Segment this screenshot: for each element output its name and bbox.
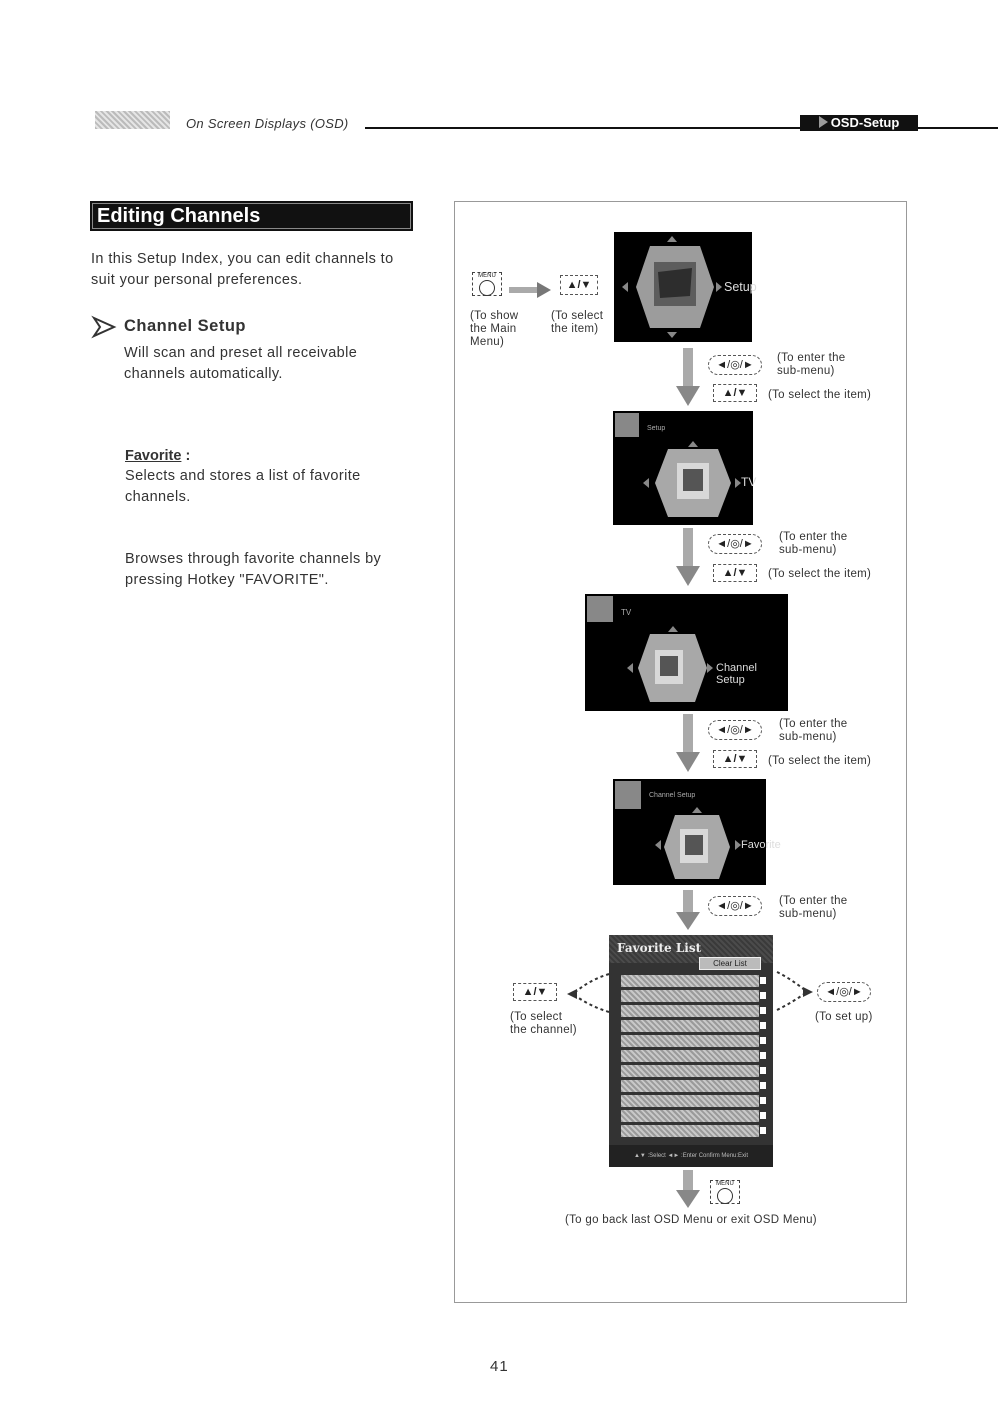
down-arrow-icon (676, 714, 700, 774)
left-right-button-icon: ◄/◎/► (708, 534, 762, 554)
menu-button-icon (710, 1180, 740, 1204)
intro-line-2: suit your personal preferences. (91, 272, 303, 288)
list-item[interactable] (621, 1020, 759, 1032)
channel-setup-description (124, 343, 357, 385)
caption-enter-submenu-2: (To enter the sub-menu) (779, 531, 848, 556)
checkbox[interactable] (759, 1066, 767, 1075)
header-title: On Screen Displays (OSD) (186, 116, 349, 131)
checkbox[interactable] (759, 1081, 767, 1090)
left-right-button-icon: ◄/◎/► (708, 720, 762, 740)
caption-go-back: (To go back last OSD Menu or exit OSD Menu) (565, 1214, 817, 1226)
screen-corner-label: Channel Setup (649, 792, 696, 799)
browse-line-2: pressing Hotkey "FAVORITE". (125, 572, 329, 588)
checkbox[interactable] (759, 1051, 767, 1060)
caption-set-up: (To set up) (815, 1011, 873, 1023)
checkbox[interactable] (759, 1111, 767, 1120)
triangle-icon (819, 116, 828, 128)
list-item[interactable] (621, 1125, 759, 1137)
browse-description (125, 549, 381, 591)
screen-corner-label: Setup (647, 425, 666, 432)
caption-select-item-2: (To select the item) (768, 389, 872, 401)
checkbox[interactable] (759, 1006, 767, 1015)
channel-setup-heading: Channel Setup (124, 317, 247, 335)
menu-button-label: MENU (716, 1181, 734, 1187)
checkbox[interactable] (759, 1096, 767, 1105)
arrow-bullet-icon (92, 316, 116, 338)
description-line-1: Will scan and preset all receivable (124, 345, 358, 361)
menu-button-icon (472, 272, 502, 296)
screen-label-setup: Setup (724, 280, 757, 294)
checkbox[interactable] (759, 1126, 767, 1135)
list-item[interactable] (621, 1080, 759, 1092)
list-item[interactable] (621, 1095, 759, 1107)
list-item[interactable] (621, 1050, 759, 1062)
list-item[interactable] (621, 975, 759, 987)
caption-enter-submenu-3: (To enter the sub-menu) (779, 718, 848, 743)
section-badge-label: OSD-Setup (830, 115, 900, 130)
caption-enter-submenu-4: (To enter the sub-menu) (779, 895, 848, 920)
header-decoration (95, 111, 170, 129)
checkbox[interactable] (759, 976, 767, 985)
page-number: 41 (490, 1358, 509, 1375)
favorite-list-footer: ▲▼ :Select ◄► :Enter Confirm Menu:Exit (609, 1145, 773, 1167)
down-arrow-icon (676, 348, 700, 408)
down-arrow-icon (676, 528, 700, 588)
caption-enter-submenu-1: (To enter the sub-menu) (777, 352, 846, 377)
left-right-button-icon: ◄/◎/► (708, 355, 762, 375)
list-item[interactable] (621, 1065, 759, 1077)
right-arrow-icon (509, 280, 553, 300)
left-right-button-icon: ◄/◎/► (708, 896, 762, 916)
osd-screen-setup (614, 232, 757, 342)
favorite-heading (125, 448, 190, 464)
cube-menu-icon (613, 411, 753, 525)
checkbox[interactable] (759, 1036, 767, 1045)
up-down-button-icon: ▲/▼ (713, 384, 757, 402)
intro-text (91, 249, 394, 291)
checkbox[interactable] (759, 991, 767, 1000)
screen-label-favorite: Favorite (741, 839, 781, 851)
favorite-list-title: Favorite List (617, 941, 702, 955)
up-down-button-icon: ▲/▼ (560, 275, 598, 295)
list-item[interactable] (621, 1110, 759, 1122)
favorite-list-screen (609, 935, 773, 1167)
favorite-label: Favorite (125, 448, 182, 464)
caption-select-item-4: (To select the item) (768, 755, 872, 767)
section-badge (800, 115, 918, 131)
favorite-description (125, 466, 361, 508)
cube-menu-icon (585, 594, 788, 711)
osd-screen-tv (613, 411, 757, 525)
caption-show-main-menu: (To show the Main Menu) (470, 310, 519, 348)
screen-corner-label: TV (621, 608, 632, 617)
osd-screen-channel-setup (585, 594, 788, 711)
page-title: Editing Channels (90, 201, 413, 231)
osd-screen-favorite (613, 779, 781, 885)
screen-label-tv: TV (741, 475, 757, 489)
clear-list-button[interactable]: Clear List (699, 957, 761, 970)
caption-select-item-3: (To select the item) (768, 568, 872, 580)
screen-label-channel-setup: Channel Setup (716, 662, 757, 686)
up-down-button-icon: ▲/▼ (713, 750, 757, 768)
intro-line-1: In this Setup Index, you can edit channels to (91, 251, 394, 267)
caption-select-channel: (To select the channel) (510, 1011, 577, 1036)
list-item[interactable] (621, 990, 759, 1002)
checkbox[interactable] (759, 1021, 767, 1030)
browse-line-1: Browses through favorite channels by (125, 551, 382, 567)
list-item[interactable] (621, 1035, 759, 1047)
description-line-2: channels automatically. (124, 366, 283, 382)
down-arrow-icon (676, 1170, 700, 1210)
down-arrow-icon (676, 890, 700, 932)
favorite-line-1: Selects and stores a list of favorite (125, 468, 361, 484)
dashed-arrow-right-icon (775, 968, 815, 1014)
favorite-line-2: channels. (125, 489, 191, 505)
list-item[interactable] (621, 1005, 759, 1017)
up-down-button-icon: ▲/▼ (713, 564, 757, 582)
menu-button-label: MENU (478, 273, 496, 279)
left-right-button-icon: ◄/◎/► (817, 982, 871, 1002)
favorite-colon: : (181, 448, 191, 464)
up-down-button-icon: ▲/▼ (513, 983, 557, 1001)
caption-select-item-1: (To select the item) (551, 310, 604, 335)
dashed-arrow-left-icon (565, 970, 611, 1016)
